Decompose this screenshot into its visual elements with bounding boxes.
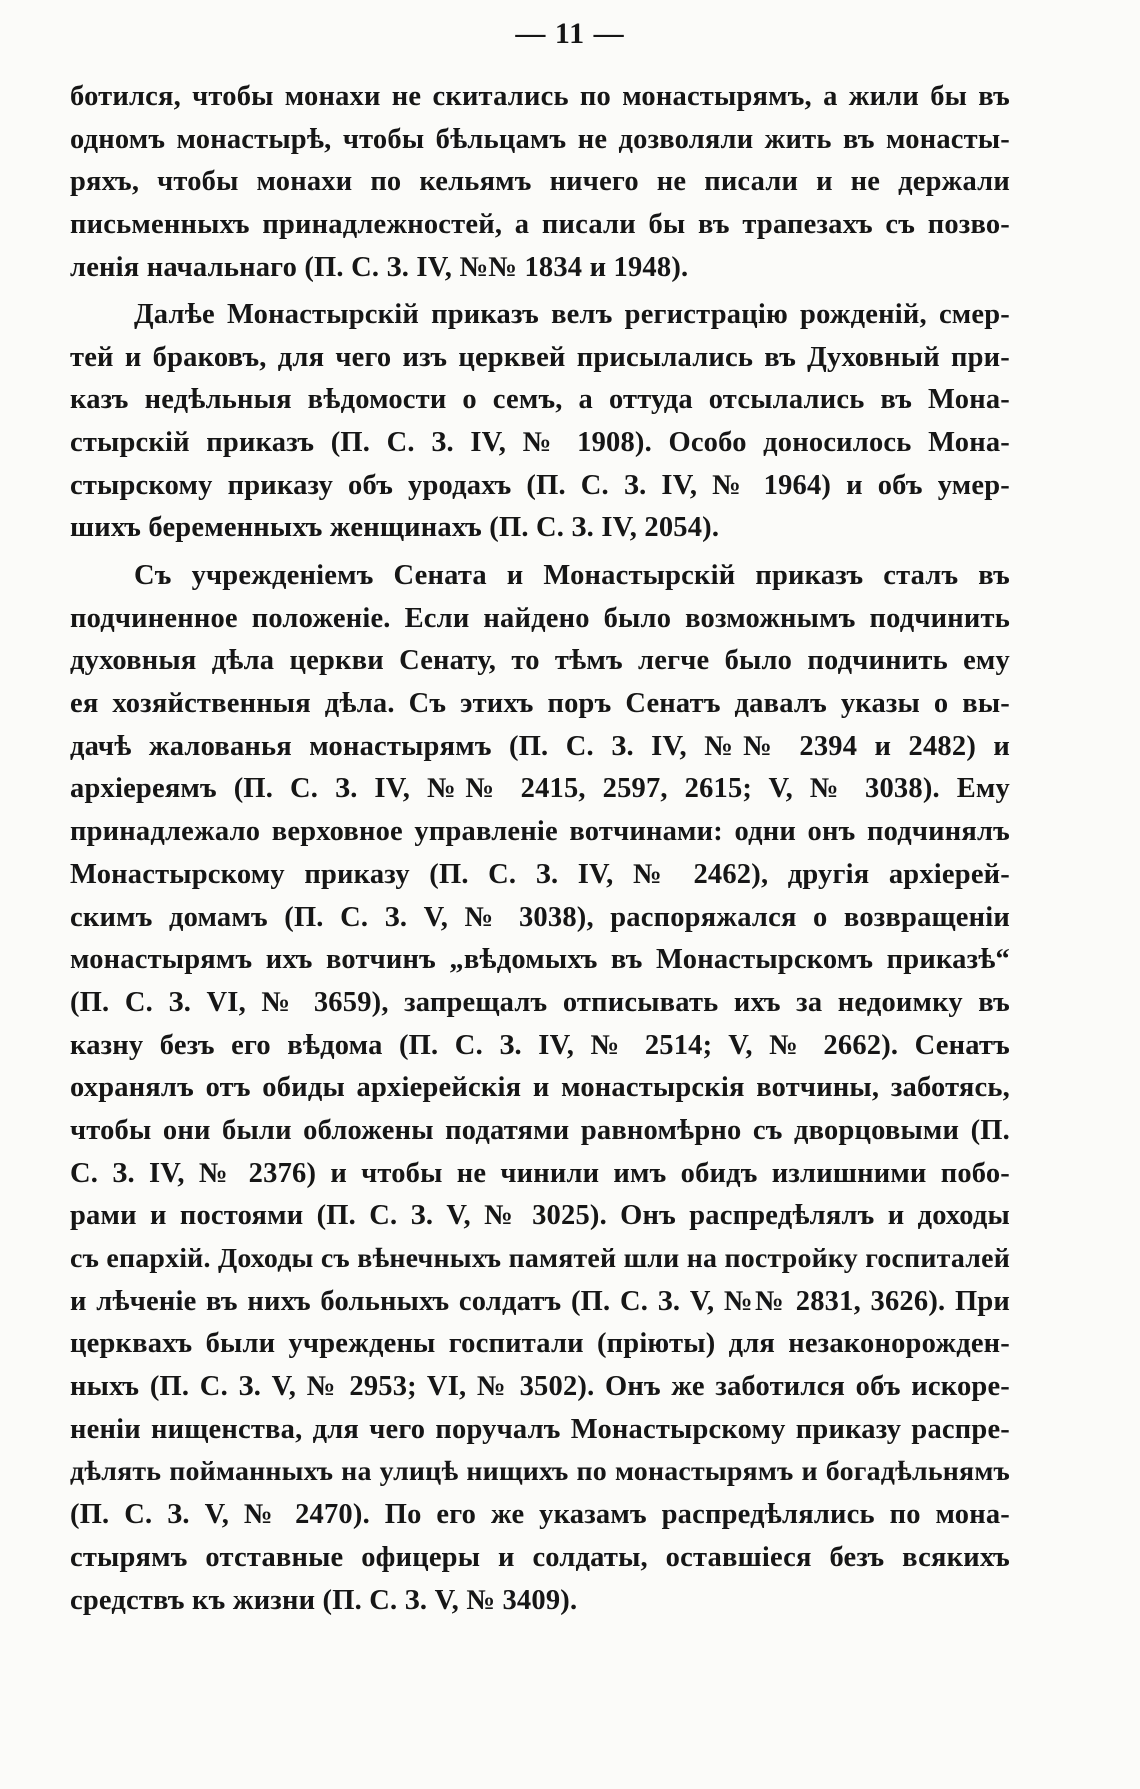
paragraph-3 (70, 555, 1010, 1622)
text-line: ленія начальнаго (П. С. З. IV, №№ 1834 и 1948). (70, 251, 689, 283)
text-line: (П. С. З. V, № 2470). По его же указамъ распредѣлялись по мона- (70, 1499, 1010, 1531)
text-line: духовныя дѣла церкви Сенату, то тѣмъ легче было подчинить ему (70, 645, 1010, 677)
text-line: Монастырскому приказу (П. С. З. IV, № 2462), другія архіерей- (70, 858, 1010, 890)
text-line: ряхъ, чтобы монахи по кельямъ ничего не писали и не держали (70, 166, 1010, 198)
text-line: одномъ монастырѣ, чтобы бѣльцамъ не дозволяли жить въ монасты- (70, 123, 1010, 155)
text-line: дачѣ жалованья монастырямъ (П. С. З. IV, №№ 2394 и 2482) и (70, 730, 1010, 762)
text-line: Далѣе Монастырскій приказъ велъ регистрацію рожденій, смер- (134, 299, 1010, 330)
text-line: шихъ беременныхъ женщинахъ (П. С. З. IV, 2054). (70, 512, 720, 544)
text-line: письменныхъ принадлежностей, а писали бы въ трапезахъ съ позво- (70, 209, 1010, 241)
text-line: Съ учрежденіемъ Сената и Монастырскій приказъ сталъ въ (134, 560, 1010, 591)
text-line: стырямъ отставные офицеры и солдаты, оставшіеся безъ всякихъ (70, 1541, 1010, 1573)
text-line: казъ недѣльныя вѣдомости о семъ, а оттуда отсылались въ Мона- (70, 384, 1010, 416)
text-line: дѣлять пойманныхъ на улицѣ нищихъ по монастырямъ и богадѣльнямъ (70, 1456, 1010, 1488)
text-line: чтобы они были обложены податями равномѣрно съ дворцовыми (П. (70, 1114, 1010, 1146)
text-line: (П. С. З. VI, № 3659), запрещалъ отписывать ихъ за недоимку въ (70, 986, 1010, 1018)
text-line: и лѣченіе въ нихъ больныхъ солдатъ (П. С. З. V, №№ 2831, 3626). При (70, 1285, 1010, 1317)
text-line: ныхъ (П. С. З. V, № 2953; VI, № 3502). Онъ же заботился объ искоре- (70, 1371, 1010, 1403)
paragraph-2 (70, 294, 1010, 550)
text-line: тей и браковъ, для чего изъ церквей присылались въ Духовный при- (70, 341, 1010, 373)
text-line: принадлежало верховное управленіе вотчинами: одни онъ подчинялъ (70, 816, 1010, 848)
text-line: С. З. IV, № 2376) и чтобы не чинили имъ обидъ излишними побо- (70, 1157, 1010, 1189)
text-line: стырскій приказъ (П. С. З. IV, № 1908). Особо доносилось Мона- (70, 427, 1010, 459)
text-line: казну безъ его вѣдома (П. С. З. IV, № 2514; V, № 2662). Сенатъ (70, 1029, 1010, 1061)
text-line: средствъ къ жизни (П. С. З. V, № 3409). (70, 1584, 578, 1616)
text-line: подчиненное положеніе. Если найдено было возможнымъ подчинить (70, 602, 1010, 634)
text-line: церквахъ были учреждены госпитали (пріюты) для незаконорожден- (70, 1328, 1010, 1360)
text-line: стырскому приказу объ уродахъ (П. С. З. IV, № 1964) и объ умер- (70, 469, 1010, 501)
text-line: архіереямъ (П. С. З. IV, №№ 2415, 2597, 2615; V, № 3038). Ему (70, 773, 1010, 805)
text-line: рами и постоями (П. С. З. V, № 3025). Онъ распредѣлялъ и доходы (70, 1200, 1010, 1232)
text-line: скимъ домамъ (П. С. З. V, № 3038), распоряжался о возвращеніи (70, 901, 1010, 933)
text-line: ботился, чтобы монахи не скитались по монастырямъ, а жили бы въ (70, 81, 1010, 112)
text-line: ея хозяйственныя дѣла. Съ этихъ поръ Сенатъ давалъ указы о вы- (70, 688, 1010, 720)
text-line: охранялъ отъ обиды архіерейскія и монастырскія вотчины, заботясь, (70, 1072, 1010, 1104)
text-line: монастырямъ ихъ вотчинъ „вѣдомыхъ въ Монастырскомъ приказѣ“ (70, 944, 1010, 976)
text-line: съ епархій. Доходы съ вѣнечныхъ памятей шли на постройку госпиталей (70, 1243, 1010, 1274)
paragraph-1 (70, 76, 1010, 289)
text-line: неніи нищенства, для чего поручалъ Монастырскому приказу распре- (70, 1413, 1010, 1445)
page-number: — 11 — (515, 17, 625, 50)
